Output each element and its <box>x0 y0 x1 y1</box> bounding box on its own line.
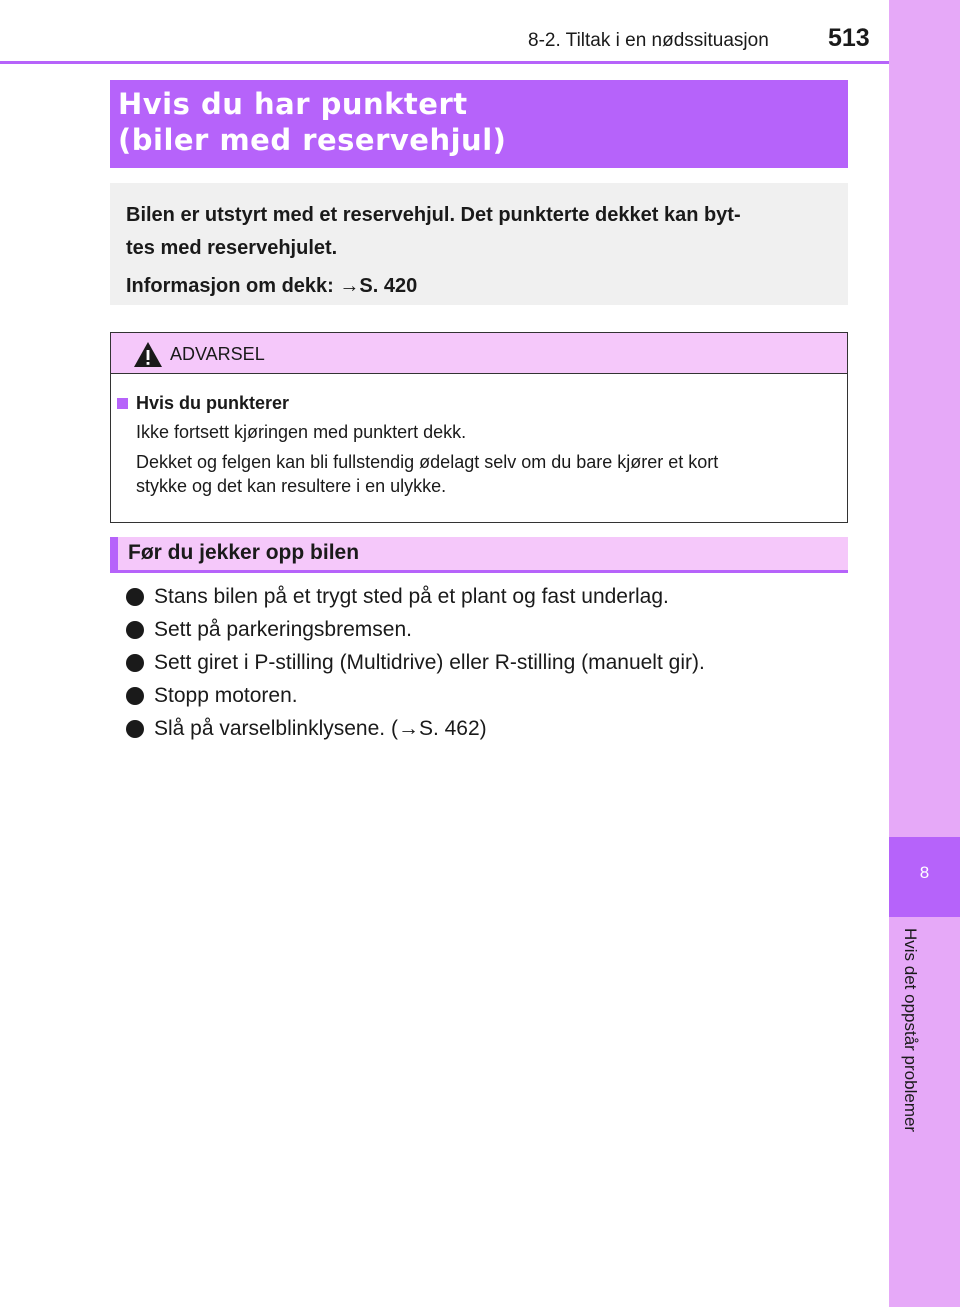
list-item <box>126 613 846 646</box>
list-item-text[interactable]: Slå på varselblinklysene. (→S. 462) <box>154 717 487 740</box>
chapter-number: 8 <box>919 863 930 882</box>
subsection-heading <box>110 537 848 573</box>
list-item-text: Sett på parkeringsbremsen. <box>154 618 412 641</box>
steps-list <box>126 580 846 745</box>
list-item-text: Stans bilen på et trygt sted på et plant og fast underlag. <box>154 585 669 608</box>
warning-box <box>110 332 848 523</box>
square-bullet-icon <box>117 398 128 409</box>
bullet-icon <box>126 654 144 672</box>
warning-paragraph-2 <box>136 450 831 498</box>
warning-header <box>111 333 847 374</box>
chapter-tab[interactable] <box>889 837 960 917</box>
warning-subheading-text: Hvis du punkterer <box>136 393 290 413</box>
header-rule <box>0 61 889 64</box>
bullet-icon <box>126 621 144 639</box>
list-item-text: Stopp motoren. <box>154 684 298 707</box>
list-item <box>126 679 846 712</box>
section-title: 8-2. Tiltak i en nødssituasjon <box>528 30 769 51</box>
warning-paragraph-1: Ikke fortsett kjøringen med punktert dekk. <box>136 422 467 442</box>
chapter-label: Hvis det oppstår problemer <box>901 928 920 1133</box>
intro-line-2: tes med reservehjulet. <box>126 237 338 259</box>
intro-line-1: Bilen er utstyrt med et reservehjul. Det punkterte dekket kan byt- <box>126 204 741 226</box>
list-item <box>126 646 846 679</box>
page-title-box <box>110 80 848 168</box>
warning-paragraph-2-line-1: Dekket og felgen kan bli fullstendig ødelagt selv om du bare kjører et kort <box>136 452 719 472</box>
warning-triangle-icon <box>133 341 163 368</box>
tire-info-reference[interactable]: Informasjon om dekk: →S. 420 <box>126 275 418 297</box>
warning-paragraph-2-line-2: stykke og det kan resultere i en ulykke. <box>136 476 447 496</box>
bullet-icon <box>126 687 144 705</box>
page-number: 513 <box>828 24 870 52</box>
bullet-icon <box>126 588 144 606</box>
subsection-heading-text: Før du jekker opp bilen <box>128 541 360 564</box>
warning-subheading <box>117 392 831 414</box>
warning-body <box>111 374 847 498</box>
bullet-icon <box>126 720 144 738</box>
warning-title: ADVARSEL <box>170 344 265 364</box>
list-item-text: Sett giret i P-stilling (Multidrive) eller R-stilling (manuelt gir). <box>154 651 705 674</box>
intro-box <box>110 183 848 305</box>
page-title-line-1: Hvis du har punktert <box>118 87 468 121</box>
list-item <box>126 712 846 745</box>
page-title-line-2: (biler med reservehjul) <box>118 123 507 157</box>
list-item <box>126 580 846 613</box>
